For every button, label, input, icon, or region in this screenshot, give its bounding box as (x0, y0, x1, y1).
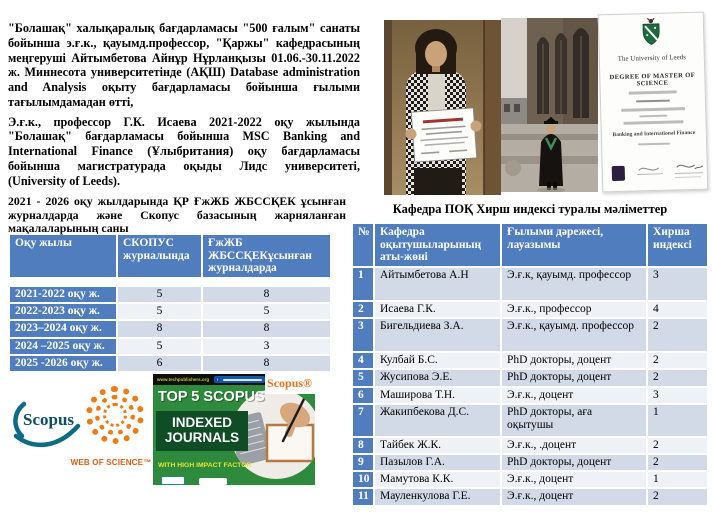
num-cell: 7 (353, 405, 375, 438)
col-name-header: Кафедра оқытушыларының аты-жөні (375, 224, 502, 268)
table-row (10, 287, 332, 304)
name-cell: Исаева Г.К. (375, 302, 502, 319)
scopus-wos-logos (8, 374, 153, 484)
name-cell: Мамутова К.К. (375, 472, 502, 489)
name-cell: Кулбай Б.С. (375, 353, 502, 370)
table-row (10, 339, 332, 356)
table-row (353, 268, 709, 302)
scopus-count-cell: 6 (118, 356, 203, 373)
journal-count-cell: 3 (203, 339, 332, 356)
col-scopus-header: СКОПУС журналында (118, 235, 203, 279)
degree-cell: Э.ғ.к., доцент (502, 489, 648, 506)
index-cell: 4 (648, 302, 709, 319)
certificate-text-line (629, 90, 677, 94)
publications-table (10, 235, 332, 373)
certificate-text-line (636, 99, 670, 102)
table-row (353, 370, 709, 387)
certificate-university: The University of Leeds (617, 53, 687, 63)
banner-top-bar (153, 374, 265, 385)
num-cell: 8 (353, 438, 375, 455)
photo-certificate-holder (384, 20, 501, 195)
degree-cell: Э.ғ.к., доцент (502, 388, 648, 405)
num-cell: 1 (353, 268, 375, 302)
intro-paragraph-2: Э.ғ.к., профессор Г.К. Исаева 2021-2022 оқу жылында "Болашақ" бағдарламасы бойынша MSC Banking and International Finance (Ұлыбритания) оқу бағдарламасы бойынша магистратурада оқыды Лидс университеті, (University of Leeds). (8, 114, 360, 188)
col-year-header: Оқу жылы (10, 235, 118, 279)
certificate-text-line (624, 120, 684, 124)
num-cell: 3 (353, 319, 375, 353)
journal-count-cell: 5 (203, 304, 332, 321)
web-of-science-globe-icon (86, 386, 144, 444)
leeds-certificate (598, 12, 709, 193)
table-row (10, 304, 332, 321)
degree-cell: Э.ғ.к., профессор (502, 302, 648, 319)
scopus-logo (10, 398, 82, 458)
certificate-programme: Banking and International Finance (612, 129, 696, 138)
index-cell: 2 (648, 455, 709, 472)
journal-count-cell: 8 (203, 321, 332, 338)
facebook-badge-icon (214, 376, 265, 383)
year-cell: 2021-2022 оқу ж. (10, 287, 118, 304)
publications-heading: 2021 - 2026 оқу жылдарында ҚР ҒжЖБ ЖБССҚЕК ұсынған журналдарда және Скопус базасының жарняланған мақалаларының саны (8, 194, 346, 236)
hirsch-table (353, 224, 709, 507)
name-cell: Бигельдиева З.А. (375, 319, 502, 353)
year-cell: 2024 –2025 оқу ж. (10, 339, 118, 356)
table-row (10, 356, 332, 373)
num-cell: 2 (353, 302, 375, 319)
degree-cell: Э.ғ.к., қауымд. профессор (502, 319, 648, 353)
certificate-seal (612, 166, 625, 181)
num-cell: 4 (353, 353, 375, 370)
year-cell: 2022-2023 оқу ж. (10, 304, 118, 321)
num-cell: 5 (353, 370, 375, 387)
table-row (353, 489, 709, 506)
table-spacer-row (10, 279, 332, 287)
web-of-science-wordmark: WEB OF SCIENCE™ (70, 458, 152, 467)
badge-text-placeholder (223, 379, 262, 381)
year-cell: 2023–2024 оқу ж. (10, 321, 118, 338)
scopus-count-cell: 5 (118, 304, 203, 321)
index-cell: 2 (648, 353, 709, 370)
table-row (353, 455, 709, 472)
num-cell: 6 (353, 388, 375, 405)
scopus-count-cell: 5 (118, 339, 203, 356)
wos-ring-inner (103, 403, 127, 427)
leeds-crest-icon (639, 18, 664, 47)
scopus-count-cell: 5 (118, 287, 203, 304)
table-row (353, 388, 709, 405)
degree-cell: PhD докторы, аға оқытушы (502, 405, 648, 438)
certificate-text-line (638, 142, 670, 145)
certificate-degree-title: DEGREE OF MASTER OF SCIENCE (609, 71, 696, 88)
banner-tagline: WITH HIGH IMPACT FACTOR (158, 462, 252, 469)
index-cell: 1 (648, 405, 709, 438)
num-cell: 11 (353, 489, 375, 506)
table-row (353, 302, 709, 319)
banner-scopus-corner (265, 374, 315, 394)
hirsch-title: Кафедра ПОҚ Хирш индексі туралы мәліметтер (392, 202, 668, 216)
index-cell: 2 (648, 438, 709, 455)
name-cell: Жакипбекова Д.С. (375, 405, 502, 438)
degree-cell: Э.ғ.к., .доцент (502, 438, 648, 455)
certificate-text-line (639, 114, 667, 117)
degree-cell: Э.ғ.к., доцент (502, 472, 648, 489)
banner-title: TOP 5 SCOPUS (158, 389, 265, 405)
banner-url: www.techpublishers.org (157, 377, 210, 382)
certificate-text-line (621, 107, 685, 111)
table-row (353, 472, 709, 489)
table-row (353, 353, 709, 370)
journal-count-cell: 8 (203, 356, 332, 373)
degree-cell: PhD докторы, доцент (502, 455, 648, 472)
table-row (10, 321, 332, 338)
index-cell: 2 (648, 370, 709, 387)
facebook-icon: f (217, 377, 219, 382)
certificate-footer (602, 155, 707, 184)
name-cell: Маширова Т.Н. (375, 388, 502, 405)
scopus-journals-banner (153, 374, 315, 485)
banner-chip-1 (161, 476, 185, 485)
banner-scopus-wordmark: Scopus® (267, 376, 312, 390)
table-row (353, 405, 709, 438)
intro-paragraph-1: "Болашақ" халықаралық бағдарламасы "500 ғалым" санаты бойынша э.ғ.к., қауымд.профессор, "Қаржы" кафедрасының меңгеруші Айтымбетова Айнұр Нұрланқызы 01.06.-30.11.2022 ж. Миннесота университетінде (АҚШ) Database administration and Analysis оқыту бағдарламасы бойынша ғылыми тағылымдамадан өтті, (8, 21, 360, 109)
col-num-header: № (353, 224, 375, 268)
table-row (353, 319, 709, 353)
scopus-wordmark: Scopus (23, 410, 75, 429)
name-cell: Пазылов Г.А. (375, 455, 502, 472)
index-cell: 1 (648, 472, 709, 489)
num-cell: 9 (353, 455, 375, 472)
table-header-row (10, 235, 332, 279)
degree-cell: PhD докторы, доцент (502, 353, 648, 370)
table-row (353, 438, 709, 455)
name-cell: Айтымбетова А.Н (375, 268, 502, 302)
signatures (634, 157, 705, 183)
journal-count-cell: 8 (203, 287, 332, 304)
index-cell: 3 (648, 268, 709, 302)
degree-cell: PhD докторы, доцент (502, 370, 648, 387)
year-cell: 2025 -2026 оқу ж. (10, 356, 118, 373)
table-header-row (353, 224, 709, 268)
col-degree-header: Ғылыми дәрежесі, лауазымы (502, 224, 648, 268)
num-cell: 10 (353, 472, 375, 489)
index-cell: 2 (648, 319, 709, 353)
banner-subtitle: INDEXED JOURNALS (156, 411, 248, 451)
index-cell: 2 (648, 489, 709, 506)
col-index-header: Хирша индексі (648, 224, 709, 268)
name-cell: Мауленкулова Г.Е. (375, 489, 502, 506)
col-other-header: ҒжЖБ ЖБССҚЕКұсынған журналдарда (203, 235, 332, 279)
photo-graduation (501, 18, 598, 192)
index-cell: 3 (648, 388, 709, 405)
intro-text-block (8, 21, 360, 193)
name-cell: Тайбек Ж.К. (375, 438, 502, 455)
name-cell: Жусипова Э.Е. (375, 370, 502, 387)
banner-chip-2 (199, 478, 227, 485)
degree-cell: Э.ғ.к, қауымд. профессор (502, 268, 648, 302)
scopus-count-cell: 8 (118, 321, 203, 338)
